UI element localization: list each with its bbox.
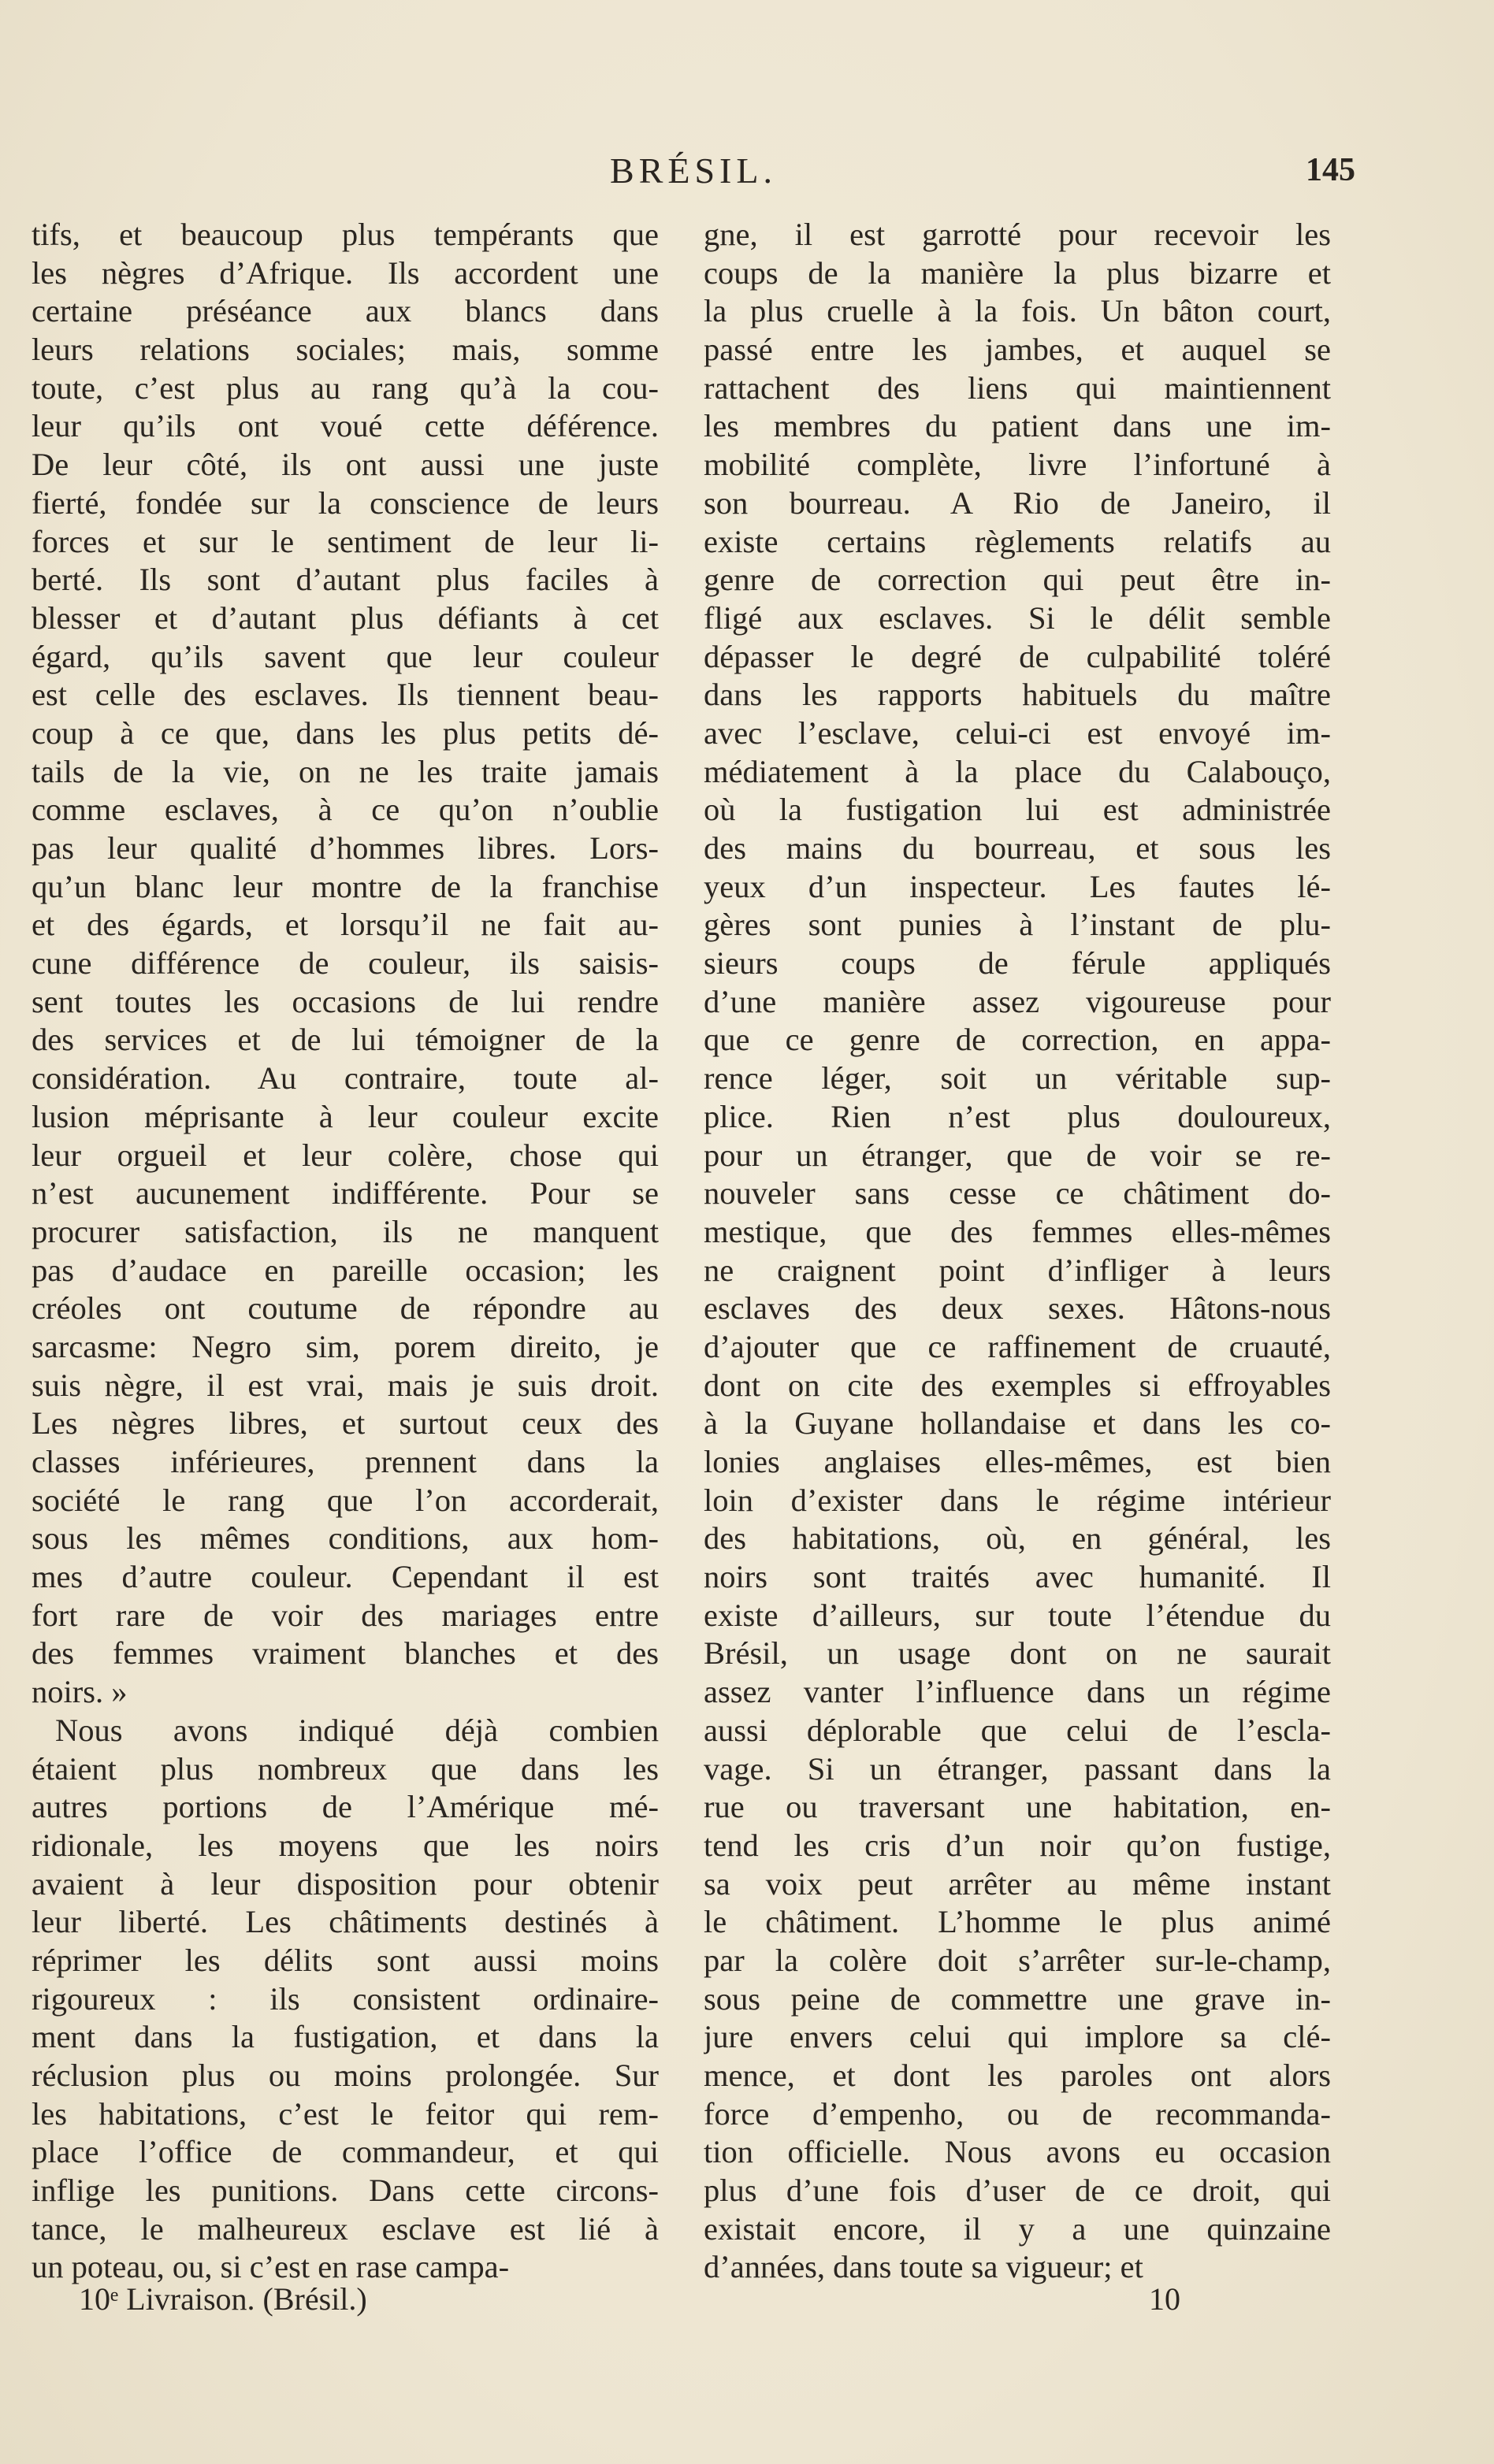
text-line: plice. Rien n’est plus douloureux, — [704, 1098, 1331, 1134]
text-line: forces et sur le sentiment de leur li- — [32, 523, 659, 559]
text-line: créoles ont coutume de répondre au — [32, 1290, 659, 1327]
text-line: tend les cris d’un noir qu’on fustige, — [704, 1827, 1331, 1863]
text-line: ment dans la fustigation, et dans la — [32, 2019, 659, 2055]
text-line: tion officielle. Nous avons eu occasion — [704, 2134, 1331, 2170]
text-line: blesser et d’autant plus défiants à cet — [32, 599, 659, 636]
text-line: les membres du patient dans une im- — [704, 408, 1331, 444]
running-title: BRÉSIL. — [610, 150, 777, 191]
text-line: berté. Ils sont d’autant plus faciles à — [32, 562, 659, 598]
text-line: réprimer les délits sont aussi moins — [32, 1942, 659, 1978]
left-text-column — [32, 216, 659, 2287]
text-line: coup à ce que, dans les plus petits dé- — [32, 714, 659, 751]
text-line: classes inférieures, prennent dans la — [32, 1444, 659, 1479]
text-line: cune différence de couleur, ils saisis- — [32, 945, 659, 982]
text-line: rattachent des liens qui maintiennent — [704, 369, 1331, 406]
text-line: noirs. » — [32, 1674, 128, 1710]
text-line: sent toutes les occasions de lui rendre — [32, 983, 659, 1019]
text-line: à la Guyane hollandaise et dans les co- — [704, 1405, 1331, 1442]
text-line: par la colère doit s’arrêter sur-le-champ, — [704, 1942, 1331, 1978]
text-line: ne craignent point d’infliger à leurs — [704, 1252, 1331, 1288]
text-line: toute, c’est plus au rang qu’à la cou- — [32, 369, 659, 406]
text-line: société le rang que l’on accorderait, — [32, 1482, 659, 1518]
text-line: sa voix peut arrêter au même instant — [704, 1865, 1331, 1902]
right-text-column — [704, 216, 1331, 2287]
text-line: passé entre les jambes, et auquel se — [704, 332, 1331, 368]
text-line: sieurs coups de férule appliqués — [704, 945, 1331, 982]
text-line: vage. Si un étranger, passant dans la — [704, 1750, 1331, 1787]
text-line: lusion méprisante à leur couleur excite — [32, 1098, 659, 1134]
text-line: des mains du bourreau, et sous les — [704, 830, 1331, 866]
text-line: est celle des esclaves. Ils tiennent beau- — [32, 677, 659, 713]
text-line: gne, il est garrotté pour recevoir les — [704, 217, 1331, 252]
text-line: plus d’une fois d’user de ce droit, qui — [704, 2173, 1331, 2209]
text-line: autres portions de l’Amérique mé- — [32, 1789, 659, 1825]
text-line: d’une manière assez vigoureuse pour — [704, 983, 1331, 1019]
text-line: rence léger, soit un véritable sup- — [704, 1060, 1331, 1097]
text-line: inflige les punitions. Dans cette circons- — [32, 2173, 659, 2209]
text-line: mence, et dont les paroles ont alors — [704, 2058, 1331, 2093]
text-line: place l’office de commandeur, et qui — [32, 2134, 659, 2170]
text-line: d’années, dans toute sa vigueur; et — [704, 2249, 1143, 2285]
text-line: des femmes vraiment blanches et des — [32, 1635, 659, 1672]
text-line: dans les rapports habituels du maître — [704, 677, 1331, 713]
text-line: pour un étranger, que de voir se re- — [704, 1137, 1331, 1173]
text-line: fligé aux esclaves. Si le délit semble — [704, 599, 1331, 636]
text-line: pas d’audace en pareille occasion; les — [32, 1252, 659, 1288]
text-line: certaine préséance aux blancs dans — [32, 293, 659, 329]
text-line: dépasser le degré de culpabilité toléré — [704, 638, 1331, 674]
text-line: aussi déplorable que celui de l’escla- — [704, 1712, 1331, 1748]
text-line: procurer satisfaction, ils ne manquent — [32, 1213, 659, 1249]
text-line: étaient plus nombreux que dans les — [32, 1750, 659, 1787]
text-line: des services et de lui témoigner de la — [32, 1022, 659, 1058]
text-line: fierté, fondée sur la conscience de leurs — [32, 484, 659, 521]
sheet-signature: 10 — [1149, 2281, 1180, 2317]
running-header — [32, 150, 1355, 197]
text-line: tifs, et beaucoup plus tempérants que — [32, 217, 659, 252]
text-line: suis nègre, il est vrai, mais je suis droit. — [32, 1367, 659, 1403]
livraison-signature: 10ᵉ Livraison. (Brésil.) — [79, 2281, 367, 2317]
text-line: Nous avons indiqué déjà combien — [55, 1712, 659, 1748]
text-line: leur qu’ils ont voué cette déférence. — [32, 408, 659, 444]
text-line: considération. Au contraire, toute al- — [32, 1060, 659, 1097]
text-line: mobilité complète, livre l’infortuné à — [704, 447, 1331, 483]
text-line: coups de la manière la plus bizarre et — [704, 254, 1331, 291]
text-line: les habitations, c’est le feitor qui rem- — [32, 2095, 659, 2132]
text-line: Les nègres libres, et surtout ceux des — [32, 1405, 659, 1442]
text-line: mestique, que des femmes elles-mêmes — [704, 1213, 1331, 1249]
text-line: lonies anglaises elles-mêmes, est bien — [704, 1444, 1331, 1479]
text-line: que ce genre de correction, en appa- — [704, 1022, 1331, 1058]
page-number: 145 — [1306, 152, 1355, 188]
text-line: existait encore, il y a une quinzaine — [704, 2210, 1331, 2247]
text-line: des habitations, où, en général, les — [704, 1520, 1331, 1557]
text-line: égard, qu’ils savent que leur couleur — [32, 638, 659, 674]
text-line: force d’empenho, ou de recommanda- — [704, 2095, 1331, 2132]
text-line: les nègres d’Afrique. Ils accordent une — [32, 254, 659, 291]
text-line: où la fustigation lui est administrée — [704, 792, 1331, 828]
text-line: son bourreau. A Rio de Janeiro, il — [704, 484, 1331, 521]
text-line: tance, le malheureux esclave est lié à — [32, 2210, 659, 2247]
text-line: sous les mêmes conditions, aux hom- — [32, 1520, 659, 1557]
text-line: un poteau, ou, si c’est en rase campa- — [32, 2249, 510, 2285]
text-line: leur liberté. Les châtiments destinés à — [32, 1904, 659, 1940]
page-footer — [32, 2280, 1355, 2328]
text-line: d’ajouter que ce raffinement de cruauté, — [704, 1328, 1331, 1364]
text-line: esclaves des deux sexes. Hâtons-nous — [704, 1290, 1331, 1327]
text-line: leurs relations sociales; mais, somme — [32, 332, 659, 368]
text-line: qu’un blanc leur montre de la franchise — [32, 868, 659, 904]
text-line: avaient à leur disposition pour obtenir — [32, 1865, 659, 1902]
text-line: yeux d’un inspecteur. Les fautes lé- — [704, 868, 1331, 904]
text-line: sarcasme: Negro sim, porem direito, je — [32, 1328, 659, 1364]
text-line: dont on cite des exemples si effroyables — [704, 1367, 1331, 1403]
text-line: assez vanter l’influence dans un régime — [704, 1674, 1331, 1710]
text-line: Brésil, un usage dont on ne saurait — [704, 1635, 1331, 1672]
text-line: existe d’ailleurs, sur toute l’étendue du — [704, 1597, 1331, 1633]
text-line: le châtiment. L’homme le plus animé — [704, 1904, 1331, 1940]
text-line: jure envers celui qui implore sa clé- — [704, 2019, 1331, 2055]
text-line: ridionale, les moyens que les noirs — [32, 1827, 659, 1863]
text-line: médiatement à la place du Calabouço, — [704, 753, 1331, 789]
text-line: avec l’esclave, celui-ci est envoyé im- — [704, 714, 1331, 751]
text-line: fort rare de voir des mariages entre — [32, 1597, 659, 1633]
text-line: la plus cruelle à la fois. Un bâton court, — [704, 293, 1331, 329]
text-line: nouveler sans cesse ce châtiment do- — [704, 1175, 1331, 1212]
text-line: existe certains règlements relatifs au — [704, 523, 1331, 559]
text-line: comme esclaves, à ce qu’on n’oublie — [32, 792, 659, 828]
text-line: mes d’autre couleur. Cependant il est — [32, 1559, 659, 1595]
text-line: sous peine de commettre une grave in- — [704, 1980, 1331, 2017]
text-line: tails de la vie, on ne les traite jamais — [32, 753, 659, 789]
text-line: noirs sont traités avec humanité. Il — [704, 1559, 1331, 1595]
text-line: rigoureux : ils consistent ordinaire- — [32, 1980, 659, 2017]
text-line: loin d’exister dans le régime intérieur — [704, 1482, 1331, 1518]
text-line: et des égards, et lorsqu’il ne fait au- — [32, 907, 659, 943]
text-line: De leur côté, ils ont aussi une juste — [32, 447, 659, 483]
text-line: gères sont punies à l’instant de plu- — [704, 907, 1331, 943]
text-line: leur orgueil et leur colère, chose qui — [32, 1137, 659, 1173]
text-line: n’est aucunement indifférente. Pour se — [32, 1175, 659, 1212]
text-line: pas leur qualité d’hommes libres. Lors- — [32, 830, 659, 866]
text-line: genre de correction qui peut être in- — [704, 562, 1331, 598]
text-line: réclusion plus ou moins prolongée. Sur — [32, 2058, 659, 2093]
text-line: rue ou traversant une habitation, en- — [704, 1789, 1331, 1825]
